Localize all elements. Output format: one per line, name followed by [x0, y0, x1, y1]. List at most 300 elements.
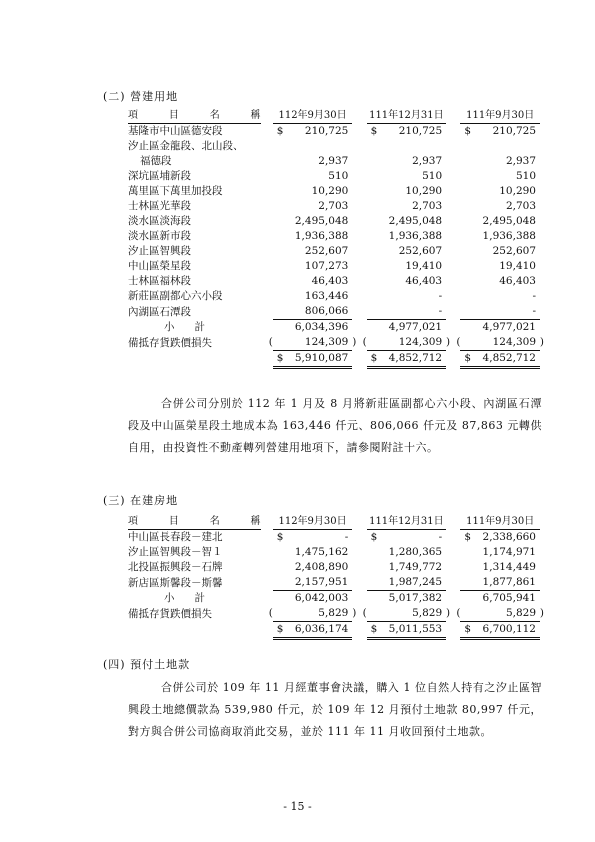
- value: 210,725: [304, 125, 349, 137]
- table-row: [128, 560, 540, 575]
- value-cell: [367, 560, 447, 575]
- value-cell: [460, 622, 540, 640]
- value-cell: [367, 199, 447, 214]
- value: 2,703: [505, 200, 536, 212]
- col-gap: [352, 199, 366, 214]
- col-gap: [352, 274, 366, 289]
- value: 5,829: [412, 607, 443, 619]
- value-wrap: [460, 199, 540, 214]
- col-gap: [261, 274, 273, 289]
- value: 5,011,553: [388, 623, 443, 635]
- header-gap: [261, 108, 273, 124]
- value-wrap: [367, 274, 447, 289]
- value-cell: [367, 289, 447, 304]
- col-gap: [352, 320, 366, 335]
- value: 19,410: [499, 260, 536, 272]
- paren-left: (: [362, 336, 367, 348]
- col-gap: [446, 622, 460, 640]
- value: 6,042,003: [294, 592, 349, 604]
- section-title-prepaid-land: (四) 預付土地款: [103, 658, 191, 671]
- value-wrap: [367, 199, 447, 214]
- value: 1,936,388: [482, 230, 536, 242]
- value-cell: [460, 289, 540, 304]
- value: 2,703: [412, 200, 443, 212]
- value-cell: [273, 169, 353, 184]
- col-gap: [446, 591, 460, 606]
- col-gap: [352, 530, 366, 546]
- header-col-2023-09-30: 112年9月30日: [273, 514, 353, 530]
- value-cell: [273, 214, 353, 229]
- value-cell: [460, 351, 540, 369]
- value: 2,495,048: [294, 215, 349, 227]
- value-cell: [273, 304, 353, 320]
- value-cell: [460, 575, 540, 591]
- value: 163,446: [304, 290, 349, 302]
- value: 5,829: [505, 607, 536, 619]
- col-gap: [446, 199, 460, 214]
- value-cell: [460, 274, 540, 289]
- value: 6,034,396: [294, 321, 349, 333]
- col-gap: [352, 124, 366, 140]
- item-name: [128, 622, 261, 640]
- col-gap: [352, 591, 366, 606]
- header-item-name: 項目名稱: [128, 108, 261, 124]
- value-cell: [273, 229, 353, 244]
- currency-sign: $: [370, 352, 378, 364]
- value-wrap: [273, 545, 353, 560]
- value-wrap: [460, 606, 540, 622]
- col-gap: [261, 169, 273, 184]
- item-name: [128, 351, 261, 369]
- value-wrap: [460, 229, 540, 244]
- paren-left: (: [362, 607, 367, 619]
- value-cell: [268, 606, 357, 622]
- item-name: 汐止區智興段－智１: [128, 546, 223, 558]
- value: 4,977,021: [388, 321, 443, 333]
- value-wrap: [460, 304, 540, 320]
- value-cell: [456, 335, 544, 351]
- item-name: 新莊區副都心六小段: [128, 290, 223, 302]
- col-gap: [261, 154, 273, 169]
- value: 1,877,861: [482, 576, 536, 588]
- value-cell: [273, 560, 353, 575]
- value-cell: [367, 320, 447, 335]
- item-name: 小計: [164, 592, 225, 604]
- value-cell: [460, 304, 540, 320]
- col-gap: [352, 154, 366, 169]
- value-cell: [460, 560, 540, 575]
- col-gap: [446, 214, 460, 229]
- value-cell: [367, 169, 447, 184]
- item-name: 小計: [164, 321, 225, 333]
- value-cell: [273, 139, 353, 154]
- value-wrap: [367, 184, 447, 199]
- value-cell: [367, 274, 447, 289]
- value-cell: [367, 545, 447, 560]
- paren-right: ): [352, 336, 357, 348]
- table-row: [128, 229, 540, 244]
- value: 2,937: [412, 155, 443, 167]
- item-name: 中山區長春段－建北: [128, 531, 223, 543]
- value: 10,290: [405, 185, 443, 197]
- value: 1,280,365: [388, 546, 443, 558]
- table-header-row: [128, 108, 540, 124]
- value-cell: [460, 139, 540, 154]
- value-wrap: [273, 335, 353, 351]
- col-gap: [261, 560, 273, 575]
- col-gap: [446, 154, 460, 169]
- value: 46,403: [499, 275, 536, 287]
- value-wrap: [273, 560, 353, 575]
- table-row: [128, 304, 540, 320]
- value-cell: [273, 274, 353, 289]
- value-wrap: [460, 320, 540, 335]
- table-row: [128, 530, 540, 546]
- value: 2,408,890: [294, 561, 349, 573]
- col-gap: [261, 229, 273, 244]
- value-wrap: [273, 530, 353, 545]
- currency-sign: $: [464, 125, 472, 137]
- table-row: [128, 139, 540, 154]
- value: 2,703: [318, 200, 349, 212]
- value-wrap: [367, 124, 447, 139]
- currency-sign: $: [464, 531, 472, 543]
- value: -: [438, 305, 443, 317]
- value: 6,700,112: [482, 623, 536, 635]
- col-gap: [446, 575, 460, 591]
- value: 10,290: [499, 185, 536, 197]
- value-wrap: [460, 289, 540, 304]
- header-col-2022-09-30: 111年9月30日: [460, 514, 540, 530]
- value: 107,273: [304, 260, 349, 272]
- table-row: [128, 124, 540, 140]
- item-name: 備抵存貨跌價損失: [128, 607, 212, 620]
- value-wrap: [460, 530, 540, 545]
- currency-sign: $: [370, 531, 378, 543]
- value-cell: [460, 169, 540, 184]
- value: 10,290: [311, 185, 349, 197]
- value: -: [438, 290, 443, 302]
- paren-left: (: [456, 607, 461, 619]
- currency-sign: $: [464, 623, 472, 635]
- col-gap: [261, 622, 273, 640]
- item-name: 北投區振興段－石牌: [128, 561, 223, 573]
- value: 19,410: [405, 260, 443, 272]
- col-gap: [352, 545, 366, 560]
- col-gap: [446, 545, 460, 560]
- value: 2,937: [505, 155, 536, 167]
- value-wrap: [273, 622, 353, 640]
- page-number: - 15 -: [283, 800, 312, 813]
- value-cell: [273, 259, 353, 274]
- value-wrap: [367, 545, 447, 560]
- value: 252,607: [304, 245, 349, 257]
- table-row: [128, 169, 540, 184]
- value-wrap: [367, 335, 447, 351]
- header-gap: [352, 108, 366, 124]
- value: 252,607: [492, 245, 536, 257]
- value-cell: [367, 124, 447, 140]
- col-gap: [261, 244, 273, 259]
- paragraph-text: 合併公司分別於 112 年 1 月及 8 月將新莊區副都心六小段、內湖區石潭段及中山區榮星段土地成本為 163,446 仟元、806,066 仟元及 87,863 元轉供自用，由投資性不動產轉列營建用地項下，請參閱附註十六。: [128, 397, 542, 454]
- value-cell: [273, 320, 353, 335]
- col-gap: [352, 304, 366, 320]
- value: 510: [422, 170, 443, 182]
- value-wrap: [367, 169, 447, 184]
- value: 5,017,382: [388, 592, 443, 604]
- value-wrap: [273, 124, 353, 139]
- col-gap: [446, 169, 460, 184]
- land-for-construction-table: [128, 108, 544, 369]
- item-name: 備抵存貨跌價損失: [128, 336, 212, 349]
- col-gap: [446, 351, 460, 369]
- value: 806,066: [304, 305, 349, 317]
- value: 2,937: [318, 155, 349, 167]
- value: 1,314,449: [482, 561, 536, 573]
- value-wrap: [367, 351, 447, 369]
- table-row: [128, 274, 540, 289]
- col-gap: [261, 575, 273, 591]
- col-gap: [261, 320, 273, 335]
- subtotal-row: [128, 320, 540, 335]
- value: 1,174,971: [482, 546, 536, 558]
- item-name: 中山區榮星段: [128, 260, 191, 272]
- value: 510: [328, 170, 349, 182]
- value-wrap: [367, 606, 447, 622]
- col-gap: [352, 351, 366, 369]
- value-wrap: [273, 591, 353, 606]
- value-wrap: [460, 575, 540, 591]
- value-cell: [367, 229, 447, 244]
- value-cell: [273, 289, 353, 304]
- value-wrap: [273, 229, 353, 244]
- value-cell: [460, 199, 540, 214]
- col-gap: [446, 320, 460, 335]
- paren-right: ): [539, 607, 544, 619]
- section-title-land-for-construction: (二) 營建用地: [103, 90, 179, 103]
- construction-in-progress-table: [128, 514, 544, 640]
- value-cell: [362, 335, 451, 351]
- value-cell: [460, 320, 540, 335]
- paren-right: ): [446, 336, 451, 348]
- col-gap: [261, 184, 273, 199]
- value-wrap: [273, 214, 353, 229]
- col-gap: [261, 545, 273, 560]
- currency-sign: $: [276, 623, 284, 635]
- item-name: 士林區光華段: [128, 200, 191, 212]
- value-wrap: [367, 289, 447, 304]
- currency-sign: $: [276, 531, 284, 543]
- item-name: 淡水區淡海段: [128, 215, 191, 227]
- paren-left: (: [268, 336, 273, 348]
- value: 2,338,660: [482, 531, 536, 543]
- value-cell: [460, 184, 540, 199]
- allowance-row: [128, 606, 540, 622]
- value-cell: [273, 351, 353, 369]
- col-gap: [352, 560, 366, 575]
- value: 1,475,162: [294, 546, 349, 558]
- value-cell: [367, 184, 447, 199]
- value-wrap: [460, 259, 540, 274]
- value: -: [532, 305, 536, 317]
- value: 1,749,772: [388, 561, 443, 573]
- value-cell: [367, 575, 447, 591]
- value: 210,725: [398, 125, 443, 137]
- table-row: [128, 545, 540, 560]
- value: 2,495,048: [482, 215, 536, 227]
- value-cell: [273, 545, 353, 560]
- col-gap: [352, 184, 366, 199]
- value-cell: [456, 606, 544, 622]
- header-col-2022-09-30: 111年9月30日: [460, 108, 540, 124]
- table-row: [128, 575, 540, 591]
- value-cell: [367, 259, 447, 274]
- value-wrap: [367, 591, 447, 606]
- value-wrap: [273, 274, 353, 289]
- value: 4,852,712: [388, 352, 443, 364]
- table-row: [128, 214, 540, 229]
- col-gap: [261, 124, 273, 140]
- value-cell: [460, 154, 540, 169]
- value-cell: [460, 124, 540, 140]
- header-gap: [446, 514, 460, 530]
- col-gap: [352, 622, 366, 640]
- value: 4,977,021: [482, 321, 536, 333]
- value-wrap: [273, 184, 353, 199]
- col-gap: [352, 139, 366, 154]
- paren-left: (: [268, 607, 273, 619]
- value-cell: [268, 335, 357, 351]
- value-wrap: [273, 575, 353, 591]
- value-cell: [273, 530, 353, 546]
- value: -: [532, 290, 536, 302]
- currency-sign: $: [370, 125, 378, 137]
- paren-right: ): [352, 607, 357, 619]
- subtotal-row: [128, 591, 540, 606]
- value-wrap: [367, 229, 447, 244]
- value-cell: [273, 184, 353, 199]
- value-wrap: [367, 244, 447, 259]
- col-gap: [261, 591, 273, 606]
- value: 4,852,712: [482, 352, 536, 364]
- value: -: [344, 531, 349, 543]
- table-row: [128, 259, 540, 274]
- value-wrap: [460, 184, 540, 199]
- col-gap: [352, 575, 366, 591]
- value-cell: [273, 124, 353, 140]
- col-gap: [352, 229, 366, 244]
- value-cell: [460, 244, 540, 259]
- allowance-row: [128, 335, 540, 351]
- value-wrap: [460, 545, 540, 560]
- value-cell: [273, 154, 353, 169]
- col-gap: [352, 289, 366, 304]
- col-gap: [352, 244, 366, 259]
- col-gap: [446, 530, 460, 546]
- value-wrap: [460, 244, 540, 259]
- item-name: 汐止區金龍段、北山段、: [128, 140, 244, 152]
- value: 1,987,245: [388, 576, 443, 588]
- col-gap: [261, 259, 273, 274]
- value-cell: [460, 545, 540, 560]
- value: 46,403: [311, 275, 349, 287]
- col-gap: [446, 560, 460, 575]
- paragraph-text: 合併公司於 109 年 11 月經董事會決議，購入 1 位自然人持有之汐止區智興段土地總價款為 539,980 仟元，於 109 年 12 月預付土地款 80,997 仟元，對方與合併公司協商取消此交易，並於 111 年 11 月收回預付土地款。: [128, 681, 542, 738]
- value-wrap: [367, 530, 447, 545]
- value: 210,725: [492, 125, 536, 137]
- col-gap: [446, 184, 460, 199]
- section-title-construction-in-progress: (三) 在建房地: [103, 494, 179, 507]
- value-wrap: [273, 244, 353, 259]
- header-gap: [261, 514, 273, 530]
- value-wrap: [460, 169, 540, 184]
- value: 1,936,388: [388, 230, 443, 242]
- table-row: [128, 199, 540, 214]
- table-header-row: [128, 514, 540, 530]
- value-cell: [367, 139, 447, 154]
- col-gap: [261, 214, 273, 229]
- value-cell: [460, 530, 540, 546]
- value-cell: [273, 575, 353, 591]
- item-name: 淡水區新市段: [128, 230, 191, 242]
- header-item-name: 項目名稱: [128, 514, 261, 530]
- paragraph-prepaid-land: [128, 677, 542, 743]
- value-wrap: [367, 154, 447, 169]
- value-cell: [273, 244, 353, 259]
- value-wrap: [273, 169, 353, 184]
- item-name: 士林區福林段: [128, 275, 191, 287]
- value-cell: [367, 214, 447, 229]
- table-row: [128, 184, 540, 199]
- header-col-2022-12-31: 111年12月31日: [367, 514, 447, 530]
- col-gap: [352, 259, 366, 274]
- currency-sign: $: [464, 352, 472, 364]
- value-wrap: [273, 304, 353, 320]
- value: 510: [515, 170, 536, 182]
- value: 6,705,941: [482, 592, 536, 604]
- value: 124,309: [398, 336, 443, 348]
- value-wrap: [273, 320, 353, 335]
- value-cell: [460, 591, 540, 606]
- value-wrap: [460, 622, 540, 640]
- col-gap: [446, 139, 460, 154]
- value-wrap: [460, 274, 540, 289]
- value: 1,936,388: [294, 230, 349, 242]
- item-name: 汐止區智興段: [128, 245, 191, 257]
- value-wrap: [273, 199, 353, 214]
- value-wrap: [273, 259, 353, 274]
- col-gap: [352, 214, 366, 229]
- value-wrap: [460, 214, 540, 229]
- paren-right: ): [446, 607, 451, 619]
- col-gap: [446, 259, 460, 274]
- value: -: [438, 531, 443, 543]
- col-gap: [261, 289, 273, 304]
- value-wrap: [367, 320, 447, 335]
- value-wrap: [460, 351, 540, 369]
- value-wrap: [367, 259, 447, 274]
- value-wrap: [460, 124, 540, 139]
- value-cell: [367, 622, 447, 640]
- col-gap: [261, 351, 273, 369]
- value-cell: [367, 244, 447, 259]
- value-cell: [367, 530, 447, 546]
- value: 2,157,951: [294, 576, 349, 588]
- value-wrap: [367, 560, 447, 575]
- value: 5,910,087: [294, 352, 349, 364]
- item-name: 萬里區下萬里加投段: [128, 185, 223, 197]
- value-cell: [273, 199, 353, 214]
